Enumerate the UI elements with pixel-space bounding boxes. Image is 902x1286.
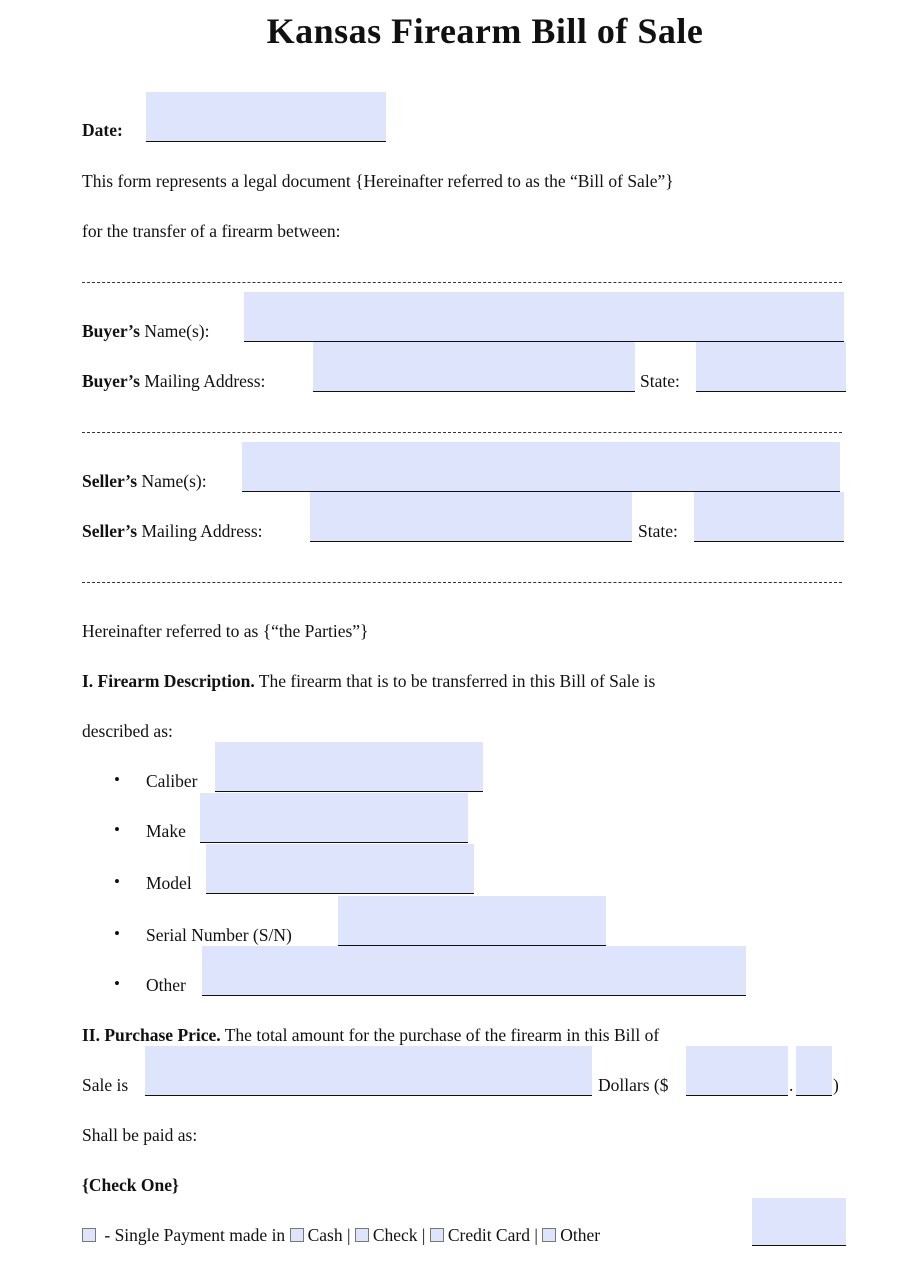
- bullet-icon: •: [114, 872, 120, 891]
- bullet-icon: •: [114, 770, 120, 789]
- caliber-field[interactable]: [215, 742, 483, 792]
- page-title: Kansas Firearm Bill of Sale: [266, 11, 704, 51]
- model-label: Model: [146, 873, 192, 893]
- check-checkbox[interactable]: [355, 1228, 369, 1242]
- parties-text: Hereinafter referred to as {“the Parties”}: [82, 621, 369, 641]
- caliber-label: Caliber: [146, 771, 198, 791]
- seller-name-field[interactable]: [242, 442, 840, 492]
- dollars-field[interactable]: [686, 1046, 788, 1096]
- seller-name-label: Seller’s Name(s):: [82, 471, 207, 491]
- buyer-address-label: Buyer’s Mailing Address:: [82, 371, 266, 391]
- buyer-address-field[interactable]: [313, 342, 635, 392]
- seller-address-label: Seller’s Mailing Address:: [82, 521, 263, 541]
- buyer-name-field[interactable]: [244, 292, 844, 342]
- dollars-label: Dollars ($: [598, 1075, 669, 1095]
- make-field[interactable]: [200, 793, 468, 843]
- cash-checkbox[interactable]: [290, 1228, 304, 1242]
- buyer-state-label: State:: [640, 371, 680, 391]
- buyer-name-label: Buyer’s Name(s):: [82, 321, 210, 341]
- seller-state-label: State:: [638, 521, 678, 541]
- single-payment-checkbox[interactable]: [82, 1228, 96, 1242]
- other-payment-checkbox[interactable]: [542, 1228, 556, 1242]
- other-label: Other: [146, 975, 186, 995]
- other-payment-field[interactable]: [752, 1198, 846, 1246]
- serial-number-field[interactable]: [338, 896, 606, 946]
- purchase-price-paragraph: II. Purchase Price. The total amount for the purchase of the firearm in this Bill of: [82, 1025, 660, 1045]
- separator: [82, 282, 842, 283]
- seller-state-field[interactable]: [694, 492, 844, 542]
- check-one-label: {Check One}: [82, 1175, 179, 1195]
- amount-words-field[interactable]: [145, 1046, 592, 1096]
- described-as-text: described as:: [82, 721, 173, 741]
- date-field[interactable]: [146, 92, 386, 142]
- decimal-point: .: [789, 1075, 794, 1095]
- payment-options-row: - Single Payment made in Cash | Check | Credit Card | Other: [82, 1224, 600, 1246]
- bullet-icon: •: [114, 820, 120, 839]
- bullet-icon: •: [114, 974, 120, 993]
- other-field[interactable]: [202, 946, 746, 996]
- credit-card-checkbox[interactable]: [430, 1228, 444, 1242]
- serial-number-label: Serial Number (S/N): [146, 925, 292, 945]
- sale-is-label: Sale is: [82, 1075, 129, 1095]
- intro-line-2: for the transfer of a firearm between:: [82, 221, 341, 241]
- cents-field[interactable]: [796, 1046, 832, 1096]
- buyer-state-field[interactable]: [696, 342, 846, 392]
- intro-line-1: This form represents a legal document {Hereinafter referred to as the “Bill of Sale”}: [82, 171, 674, 191]
- seller-address-field[interactable]: [310, 492, 632, 542]
- paid-as-label: Shall be paid as:: [82, 1125, 198, 1145]
- firearm-description-paragraph: I. Firearm Description. The firearm that is to be transferred in this Bill of Sale is: [82, 671, 656, 691]
- separator: [82, 432, 842, 433]
- bullet-icon: •: [114, 924, 120, 943]
- date-label: Date:: [82, 120, 123, 140]
- make-label: Make: [146, 821, 186, 841]
- model-field[interactable]: [206, 844, 474, 894]
- close-paren: ): [833, 1075, 839, 1095]
- separator: [82, 582, 842, 583]
